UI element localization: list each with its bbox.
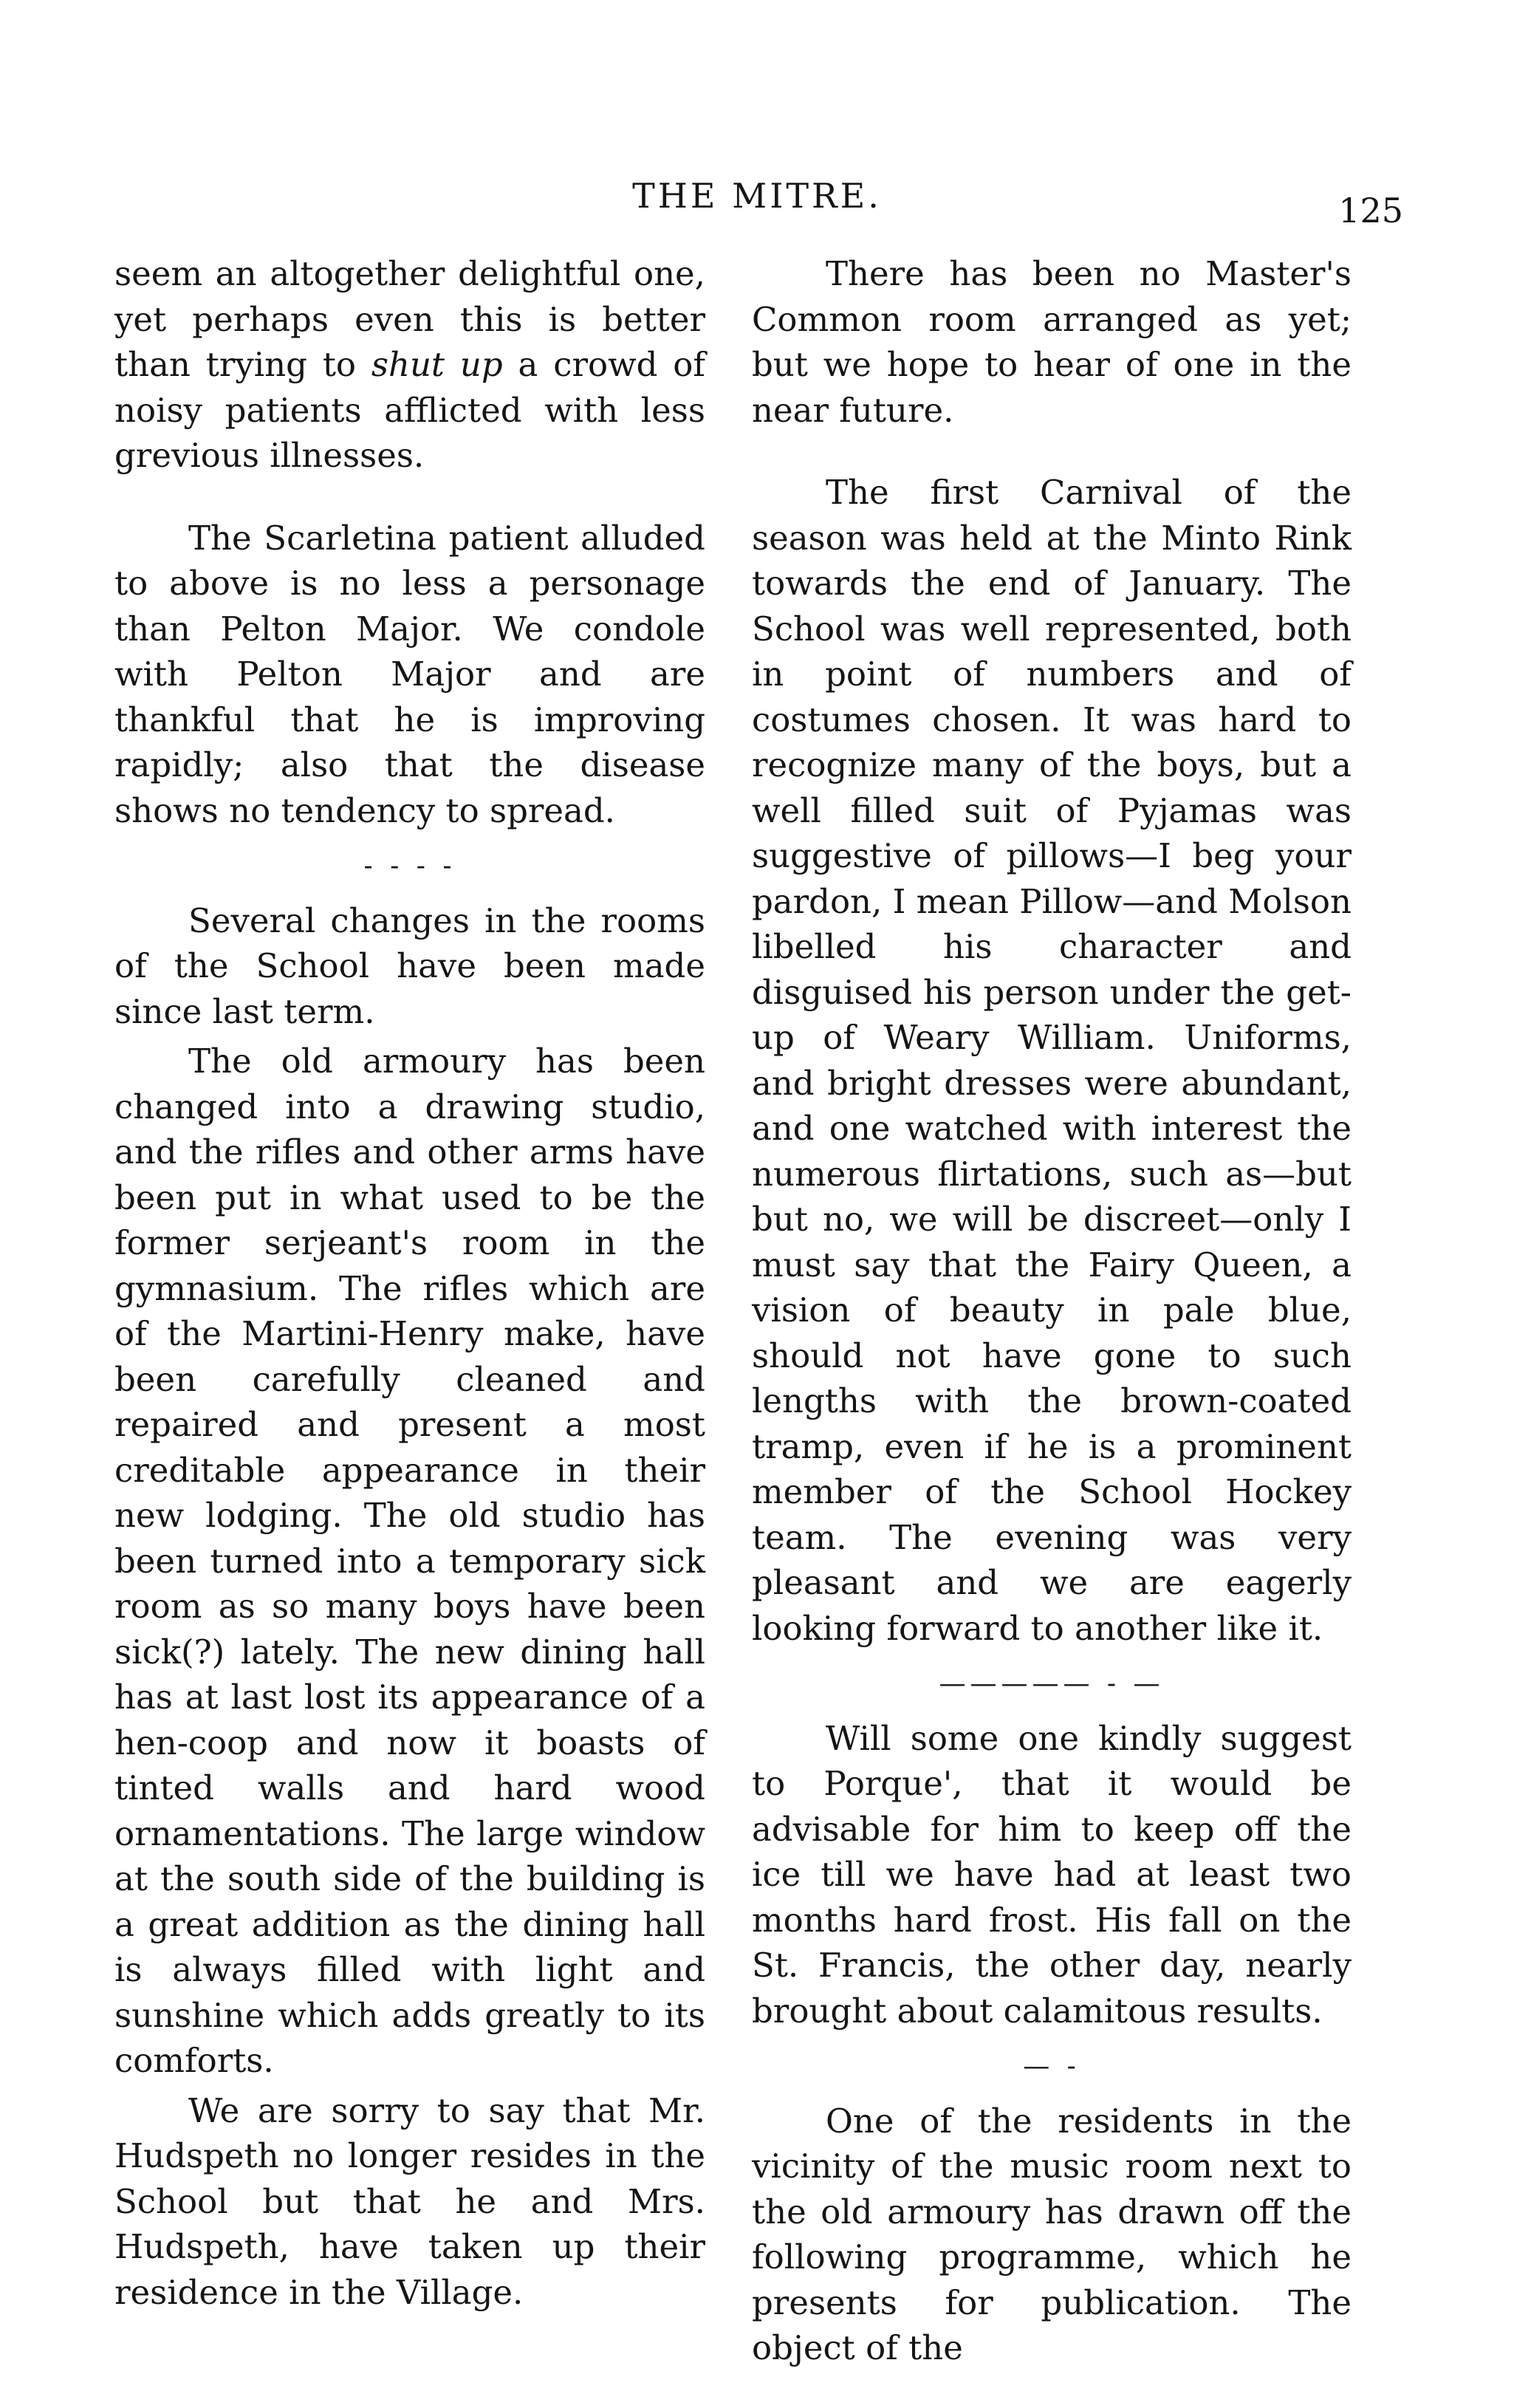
paragraph-room-changes: Several changes in the rooms of the School have been made since last term. <box>114 900 705 1031</box>
left-column <box>114 251 705 2352</box>
journal-title: THE MITRE. <box>632 176 882 216</box>
paragraph-armoury: The old armoury has been changed into a drawing studio, and the rifles and other arms have been put in what used to be the former serjeant's room in the gymnasium. The rifles which are of the Martini-Henry make, have been carefully cleaned and repaired and present a most creditable appearance in their new lodging. The old studio has been turned into a temporary sick room as so many boys have been sick(?) lately. The new dining hall has at last lost its appearance of a hen-coop and now it boasts of tinted walls and hard wood ornamentations. The large window at the south side of the building is a great addition as the dining hall is always filled with light and sunshine which adds greatly to its comforts. <box>114 1041 705 2080</box>
section-separator: ————— - — <box>939 1669 1165 1699</box>
paragraph-porque: Will some one kindly suggest to Porque', that it would be advisable for him to keep off the ice till we have had at least two months hard frost. His fall on the St. Francis, the other day, nearly brought about calamitous results. <box>752 1718 1352 2031</box>
paragraph-hudspeth: We are sorry to say that Mr. Hudspeth no longer resides in the School but that he and Mrs. Hudspeth, have taken up their residence in the Village. <box>114 2090 705 2312</box>
paragraph-carnival: The first Carnival of the season was held at the Minto Rink towards the end of January. The School was well represented, both in point of numbers and of costumes chosen. It was hard to recognize many of the boys, but a well filled suit of Pyjamas was suggestive of pillows—I beg your pardon, I mean Pillow—and Molson libelled his character and disguised his person under the get-up of Weary William. Uniforms, and bright dresses were abundant, and one watched with interest the numerous flirtations, such as—but but no, we will be discreet—only I must say that the Fairy Queen, a vision of beauty in pale blue, should not have gone to such lengths with the brown-coated tramp, even if he is a prominent member of the School Hockey team. The evening was very pleasant and we are eagerly looking forward to another like it. <box>752 473 1352 1648</box>
paragraph-text: a crowd of noisy patients afflicted with less grevious illnesses. <box>114 345 706 475</box>
paragraph-music-room: One of the residents in the vicinity of the music room next to the old armoury has drawn off the following programme, which he presents for publication. The object of the <box>752 2101 1352 2367</box>
page-number: 125 <box>1338 191 1403 230</box>
paragraph-sick-room-continued <box>114 251 705 479</box>
emphasis-text: shut up <box>371 345 503 384</box>
section-separator: — - <box>1023 2051 1080 2082</box>
paragraph-text: seem an altogether delightful one, yet perhaps even this is better than trying to <box>114 254 705 384</box>
right-column <box>752 251 1352 2408</box>
paragraph-scarletina: The Scarletina patient alluded to above is no less a personage than Pelton Major. We condole with Pelton Major and are thankful that he is improving rapidly; also that the disease shows no tendency to spread. <box>114 518 705 830</box>
section-separator: - - - - <box>363 851 456 881</box>
page-header <box>0 176 1514 235</box>
paragraph-common-room: There has been no Master's Common room arranged as yet; but we hope to hear of one in the near future. <box>752 254 1352 430</box>
